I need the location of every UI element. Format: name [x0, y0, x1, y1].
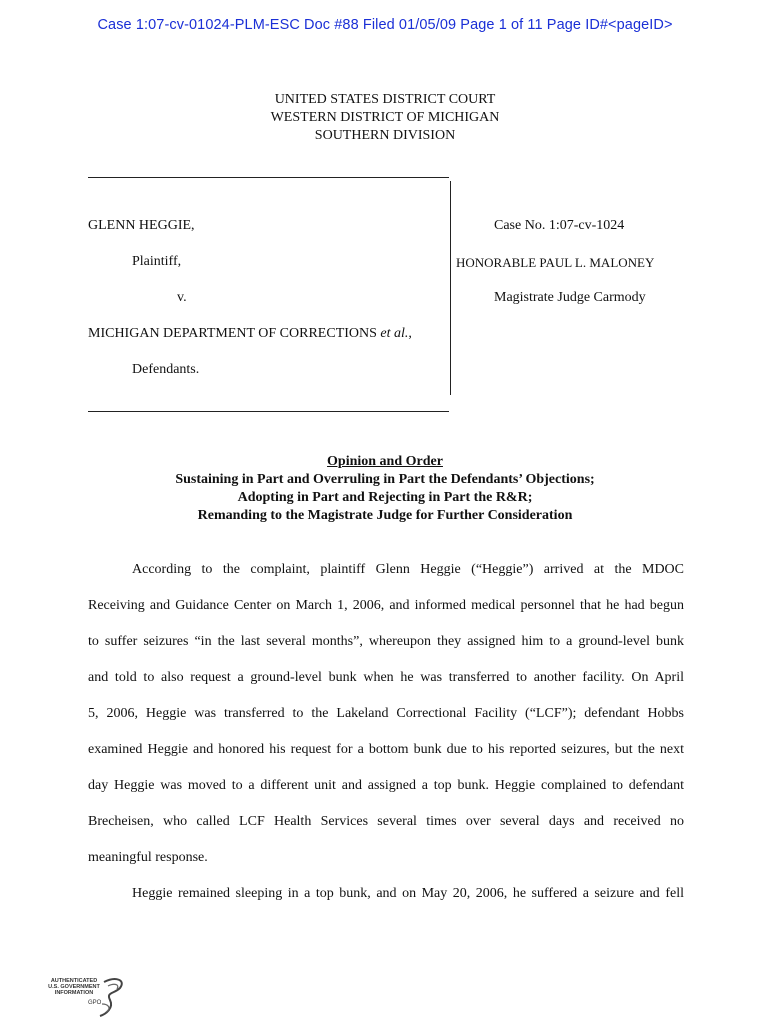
case-header-stamp: Case 1:07-cv-01024-PLM-ESC Doc #88 Filed 01/05/09 Page 1 of 11 Page ID#<pageID> — [97, 17, 673, 33]
caption-bottom-rule — [88, 411, 449, 412]
body-paragraph-2 — [88, 876, 684, 912]
caption-divider — [450, 181, 451, 395]
court-heading — [0, 91, 770, 145]
caption-top-rule — [88, 177, 449, 178]
text-line: Heggie remained sleeping in a top bunk, and on May 20, 2006, he suffered a seizure and fell — [132, 886, 684, 901]
case-number: Case No. 1:07-cv-1024 — [494, 218, 625, 233]
title-line-2: Adopting in Part and Rejecting in Part the R&R; — [237, 490, 533, 505]
text-line: Receiving and Guidance Center on March 1, 2006, and informed medical personnel that he had begun — [88, 598, 684, 613]
defendant-etal: et al. — [380, 326, 409, 341]
text-line: Brecheisen, who called LCF Health Services several times over several days and received no — [88, 814, 684, 829]
opinion-title — [0, 453, 770, 525]
title-line-1: Sustaining in Part and Overruling in Part the Defendants’ Objections; — [175, 472, 595, 487]
gpo-mark: GPO — [88, 1000, 102, 1006]
plaintiff-role: Plaintiff, — [132, 254, 182, 269]
defendant-role: Defendants. — [132, 362, 200, 377]
court-district: WESTERN DISTRICT OF MICHIGAN — [270, 110, 500, 125]
text-line: to suffer seizures “in the last several months”, whereupon they assigned him to a ground-level bunk — [88, 634, 684, 649]
text-line: According to the complaint, plaintiff Glenn Heggie (“Heggie”) arrived at the MDOC — [132, 562, 684, 577]
text-line: day Heggie was moved to a different unit and assigned a top bunk. Heggie complained to defendant — [88, 778, 684, 793]
plaintiff-name: GLENN HEGGIE, — [88, 218, 195, 233]
gpo-authentication-seal — [44, 974, 128, 1018]
defendant-name: MICHIGAN DEPARTMENT OF CORRECTIONS et al., — [88, 326, 412, 341]
magistrate-judge: Magistrate Judge Carmody — [494, 290, 646, 305]
gpo-eagle-icon — [44, 974, 128, 1018]
opinion-heading: Opinion and Order — [327, 454, 443, 469]
text-line: 5, 2006, Heggie was transferred to the Lakeland Correctional Facility (“LCF”); defendant Hobbs — [88, 706, 684, 721]
versus: v. — [177, 290, 187, 305]
body-paragraph-1 — [88, 552, 684, 876]
text-line: and told to also request a ground-level bunk when he was transferred to another facility. On April — [88, 670, 684, 685]
text-line: meaningful response. — [88, 850, 208, 865]
text-line: examined Heggie and honored his request for a bottom bunk due to his reported seizures, but the next — [88, 742, 684, 757]
gpo-seal-text: AUTHENTICATED U.S. GOVERNMENT INFORMATION — [48, 978, 100, 996]
court-division: SOUTHERN DIVISION — [314, 128, 456, 143]
title-line-3: Remanding to the Magistrate Judge for Further Consideration — [197, 508, 573, 523]
court-name: UNITED STATES DISTRICT COURT — [274, 92, 496, 107]
judge-name: HONORABLE PAUL L. MALONEY — [456, 255, 655, 270]
